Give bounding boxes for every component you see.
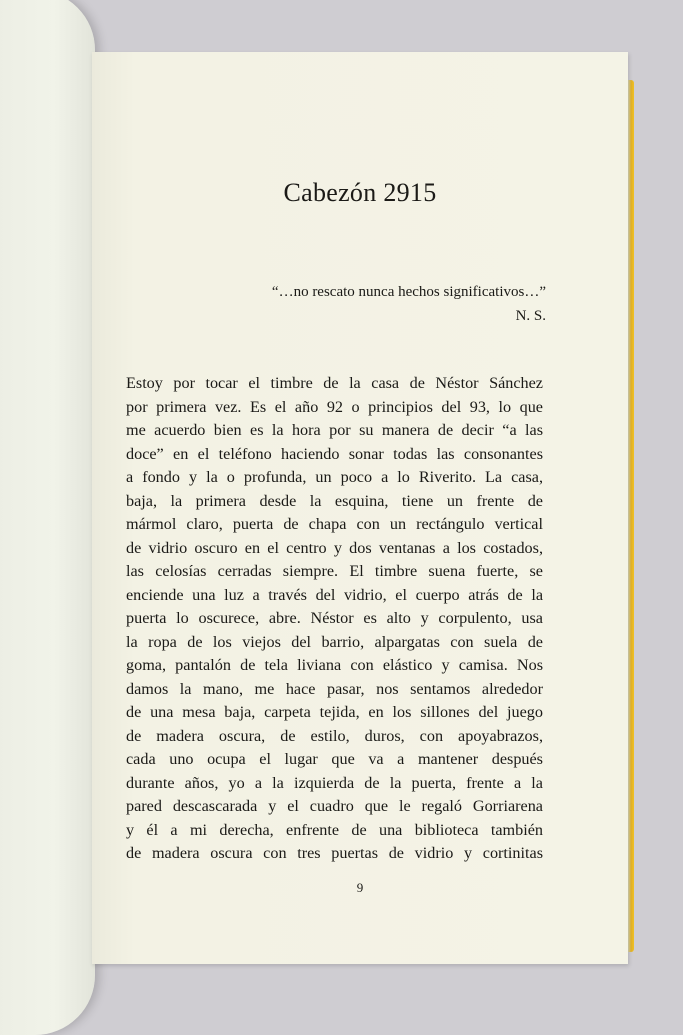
text-line: goma, pantalón de tela liviana con elástico y camisa. Nos <box>126 656 543 674</box>
text-line: de madera oscura, de estilo, duros, con apoyabrazos, <box>126 726 543 745</box>
body-text <box>126 372 543 866</box>
epigraph-quote: “…no rescato nunca hechos significativos…” <box>271 284 546 300</box>
text-line: enciende una luz a través del vidrio, el cuerpo atrás de la <box>126 585 543 604</box>
text-line: mármol claro, puerta de chapa con un rectángulo vertical <box>126 515 543 533</box>
text-line: me acuerdo bien es la hora por su manera de decir “a las <box>126 421 543 439</box>
epigraph-attribution: N. S. <box>515 308 546 324</box>
page-number: 9 <box>356 880 364 895</box>
epigraph <box>272 280 546 328</box>
text-line: las celosías cerradas siempre. El timbre suena fuerte, se <box>126 562 543 580</box>
text-line: de madera oscura con tres puertas de vidrio y cortinitas <box>126 844 543 862</box>
text-line: damos la mano, me hace pasar, nos sentamos alrededor <box>126 679 543 698</box>
text-line: baja, la primera desde la esquina, tiene un frente de <box>126 491 543 510</box>
chapter-title: Cabezón 2915 <box>283 178 437 207</box>
book-page <box>92 52 628 964</box>
text-line: doce” en el teléfono haciendo sonar todas las consonantes <box>126 444 543 463</box>
text-line: de vidrio oscuro en el centro y dos ventanas a los costados, <box>126 538 543 557</box>
text-line: y él a mi derecha, enfrente de una biblioteca también <box>126 820 543 839</box>
text-line: pared descascarada y el cuadro que le regaló Gorriarena <box>126 797 543 815</box>
text-line: la ropa de los viejos del barrio, alpargatas con suela de <box>126 632 543 651</box>
text-line: de una mesa baja, carpeta tejida, en los sillones del juego <box>126 703 543 721</box>
facing-page <box>0 0 95 1035</box>
text-line: puerta lo oscurece, abre. Néstor es alto y corpulento, usa <box>126 609 543 627</box>
text-line: cada uno ocupa el lugar que va a mantener después <box>126 750 543 768</box>
text-line: durante años, yo a la izquierda de la puerta, frente a la <box>126 773 543 792</box>
text-line: Estoy por tocar el timbre de la casa de Néstor Sánchez <box>126 374 543 392</box>
text-line: a fondo y la o profunda, un poco a lo Riverito. La casa, <box>126 468 543 486</box>
text-line: por primera vez. Es el año 92 o principios del 93, lo que <box>126 397 543 416</box>
